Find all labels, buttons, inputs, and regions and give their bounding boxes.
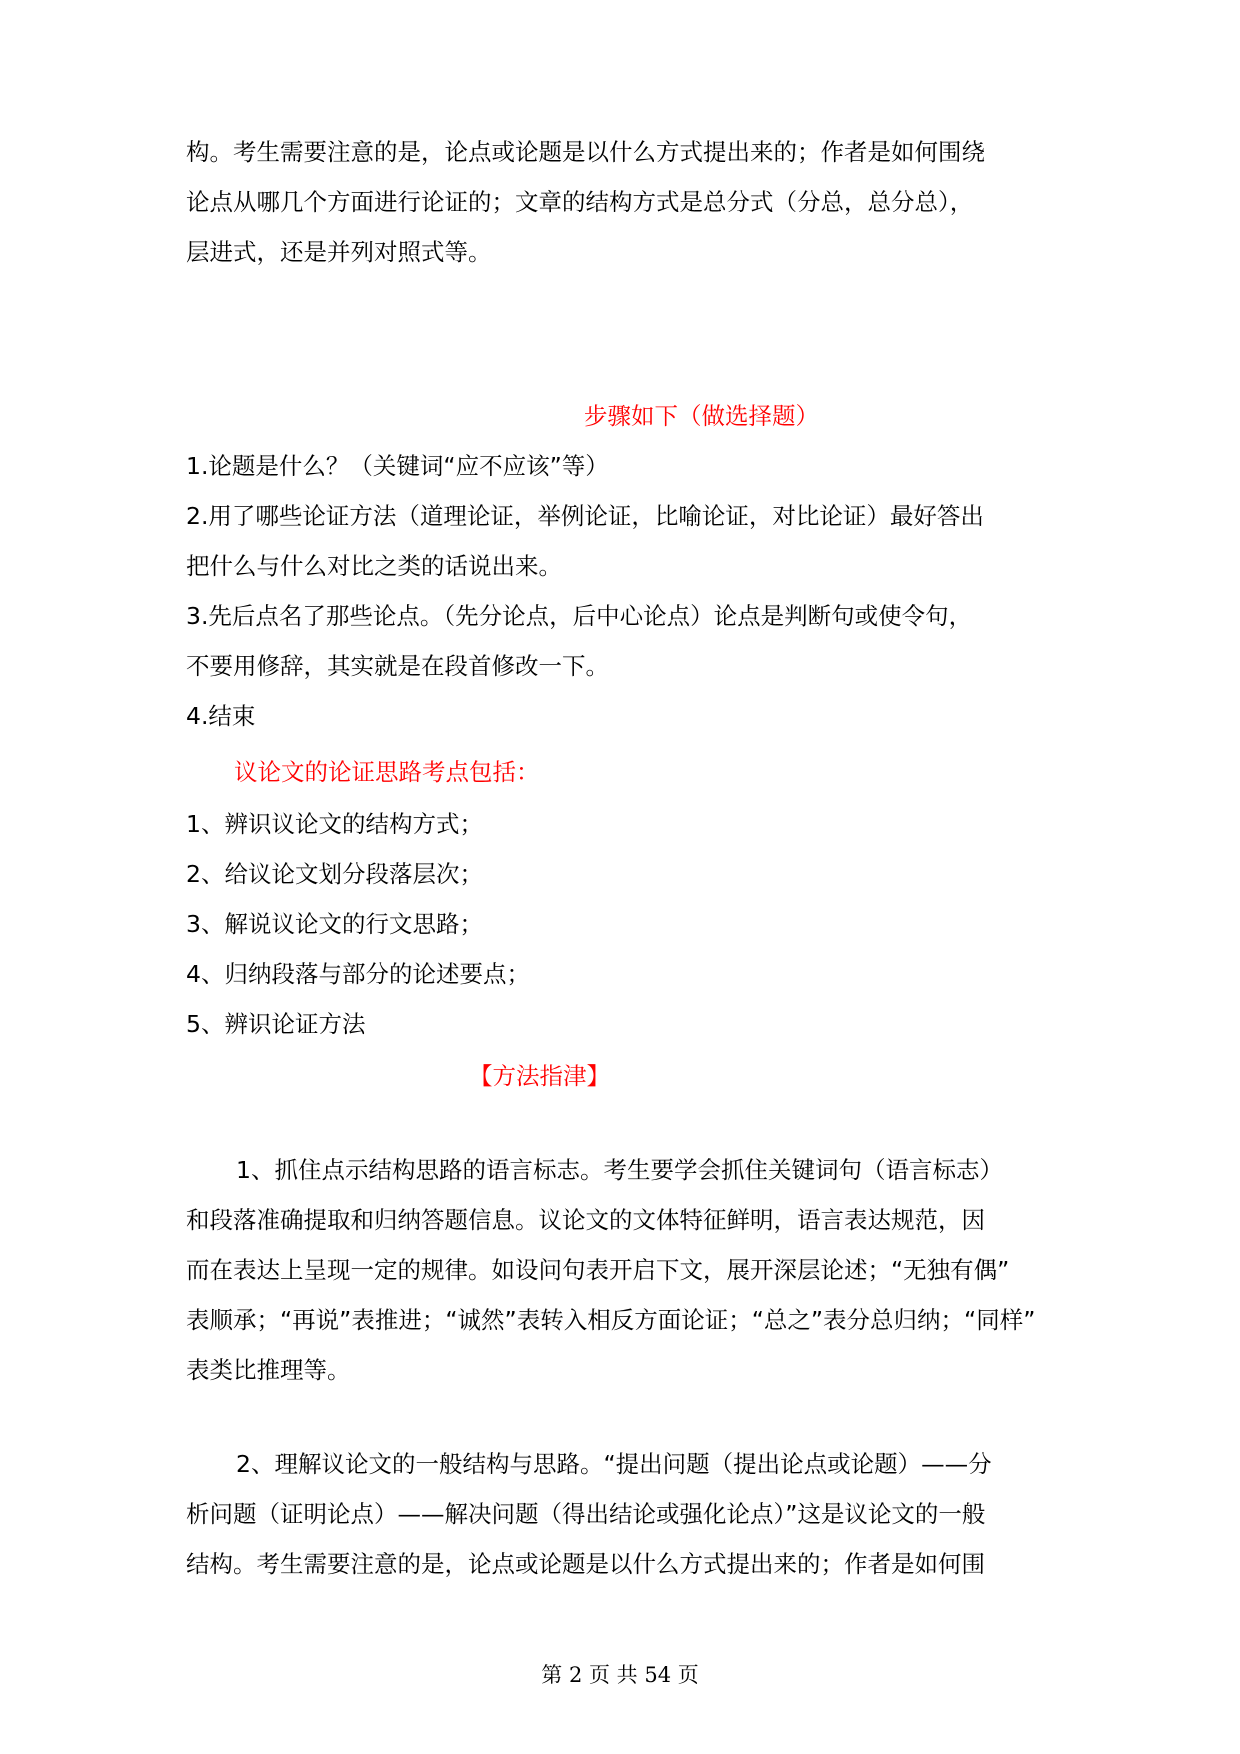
method-2-line-1: 2、理解议论文的一般结构与思路。“提出问题（提出论点或论题）——分 xyxy=(236,1450,992,1478)
exam-point-4: 4、归纳段落与部分的论述要点； xyxy=(186,960,530,988)
method-1-line-4: 表顺承；“再说”表推进；“诚然”表转入相反方面论证；“总之”表分总归纳；“同样” xyxy=(186,1306,1036,1334)
method-2-line-3: 结构。考生需要注意的是，论点或论题是以什么方式提出来的；作者是如何围 xyxy=(186,1550,985,1578)
exam-point-3: 3、解说议论文的行文思路； xyxy=(186,910,483,938)
method-1-line-2: 和段落准确提取和归纳答题信息。议论文的文体特征鲜明，语言表达规范，因 xyxy=(186,1206,985,1234)
step-item-1: 1.论题是什么？（关键词“应不应该”等） xyxy=(186,452,609,480)
method-1-line-1: 1、抓住点示结构思路的语言标志。考生要学会抓住关键词句（语言标志） xyxy=(236,1156,1003,1184)
intro-line-3: 层进式，还是并列对照式等。 xyxy=(186,238,492,266)
page-footer: 第 2 页 共 54 页 xyxy=(541,1663,699,1687)
exam-point-5: 5、辨识论证方法 xyxy=(186,1010,366,1038)
intro-line-2: 论点从哪几个方面进行论证的；文章的结构方式是总分式（分总，总分总）， xyxy=(186,188,974,216)
exam-points-heading: 议论文的论证思路考点包括： xyxy=(234,758,540,786)
step-item-2: 2.用了哪些论证方法（道理论证，举例论证，比喻论证，对比论证）最好答出 xyxy=(186,502,984,530)
exam-point-2: 2、给议论文划分段落层次； xyxy=(186,860,483,888)
steps-heading: 步骤如下（做选择题） xyxy=(584,402,819,430)
step-item-3: 3.先后点名了那些论点。（先分论点，后中心论点）论点是判断句或使令句， xyxy=(186,602,973,630)
method-2-line-2: 析问题（证明论点）——解决问题（得出结论或强化论点）”这是议论文的一般 xyxy=(186,1500,986,1528)
method-1-line-5: 表类比推理等。 xyxy=(186,1356,351,1384)
method-heading: 【方法指津】 xyxy=(469,1062,610,1090)
step-item-4: 4.结束 xyxy=(186,702,256,730)
step-item-2-cont: 把什么与什么对比之类的话说出来。 xyxy=(186,552,562,580)
exam-point-1: 1、辨识议论文的结构方式； xyxy=(186,810,483,838)
method-1-line-3: 而在表达上呈现一定的规律。如设问句表开启下文，展开深层论述；“无独有偶” xyxy=(186,1256,1010,1284)
intro-line-1: 构。考生需要注意的是，论点或论题是以什么方式提出来的；作者是如何围绕 xyxy=(186,138,985,166)
step-item-3-cont: 不要用修辞，其实就是在段首修改一下。 xyxy=(186,652,609,680)
